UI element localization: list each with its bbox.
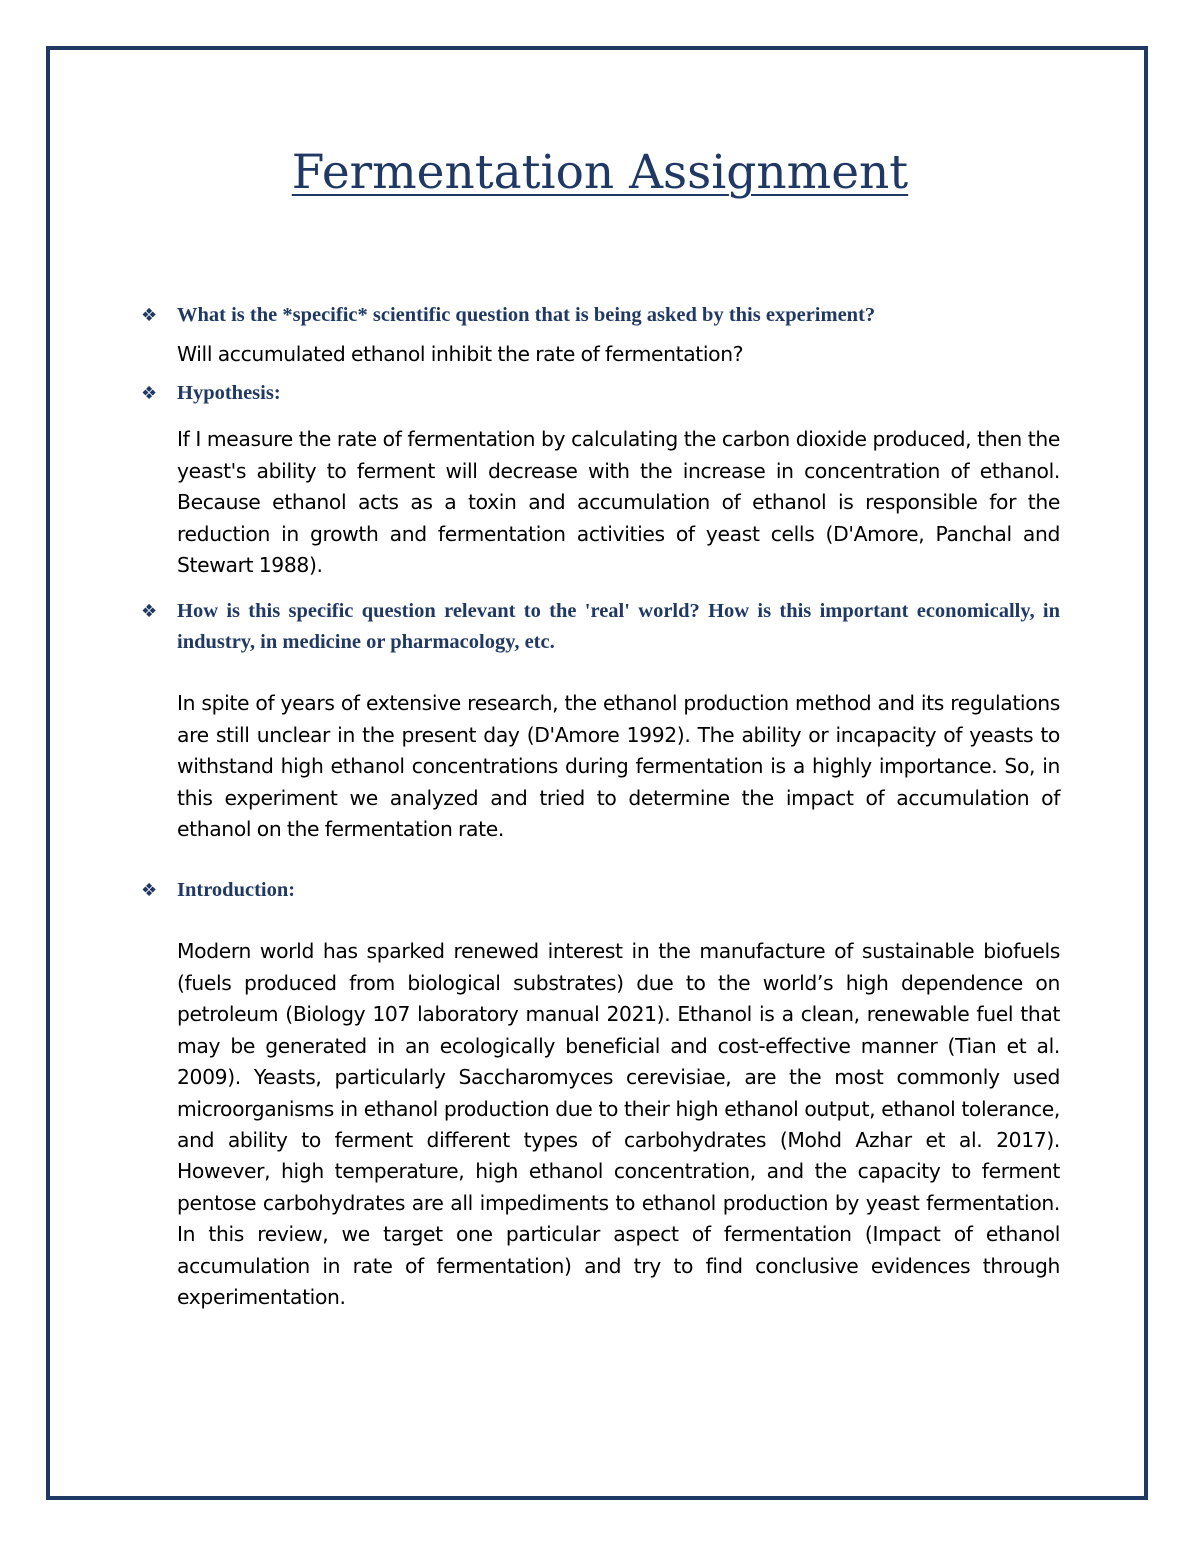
section-body-hypothesis: If I measure the rate of fermentation by calculating the carbon dioxide produced, then the yeast's ability to ferment will decrease with the increase in concentration of ethanol. Because ethanol acts as a toxin and accumulation of ethanol is responsible for the reduction in growth and fermentation activities of yeast cells (D'Amore, Panchal and Stewart 1988). <box>177 427 1060 578</box>
section-heading-hypothesis-text: Hypothesis: <box>177 382 281 405</box>
section-body-relevance: In spite of years of extensive research, the ethanol production method and its regulations are still unclear in the present day (D'Amore 1992). The ability or incapacity of yeasts to withstand high ethanol concentrations during fermentation is a highly importance. So, in this experiment we analyzed and tried to determine the impact of accumulation of ethanol on the fermentation rate. <box>177 691 1060 842</box>
section-heading-hypothesis <box>141 378 1060 409</box>
diamond-bullet-icon: ❖ <box>141 305 158 326</box>
section-heading-introduction-text: Introduction: <box>177 879 296 902</box>
diamond-bullet-icon: ❖ <box>141 383 158 405</box>
section-heading-introduction <box>141 875 1060 906</box>
section-body-introduction: Modern world has sparked renewed interest in the manufacture of sustainable biofuels (fuels produced from biological substrates) due to the world’s high dependence on petroleum (Biology 107 laboratory manual 2021). Ethanol is a clean, renewable fuel that may be generated in an ecologically beneficial and cost-effective manner (Tian et al. 2009). Yeasts, particularly Saccharomyces cerevisiae, are the most commonly used microorganisms in ethanol production due to their high ethanol output, ethanol tolerance, and ability to ferment different types of carbohydrates (Mohd Azhar et al. 2017). However, high temperature, high ethanol concentration, and the capacity to ferment pentose carbohydrates are all impediments to ethanol production by yeast fermentation. In this review, we target one particular aspect of fermentation (Impact of ethanol accumulation in rate of fermentation) and try to find conclusive evidences through experimentation. <box>177 939 1060 1309</box>
section-heading-relevance-text: How is this specific question relevant to the 'real' world? How is this important economically, in industry, in medicine or pharmacology, etc. <box>177 600 1060 654</box>
document-body <box>141 300 1060 1313</box>
section-body-question: Will accumulated ethanol inhibit the rate of fermentation? <box>177 342 744 366</box>
section-heading-question-text: What is the *specific* scientific question that is being asked by this experiment? <box>177 304 876 326</box>
section-heading-relevance <box>141 596 1060 658</box>
section-heading-question <box>141 300 1060 331</box>
diamond-bullet-icon: ❖ <box>141 601 158 623</box>
page-title <box>0 145 1200 201</box>
page-title-text: Fermentation Assignment <box>291 145 909 200</box>
diamond-bullet-icon: ❖ <box>141 880 158 902</box>
